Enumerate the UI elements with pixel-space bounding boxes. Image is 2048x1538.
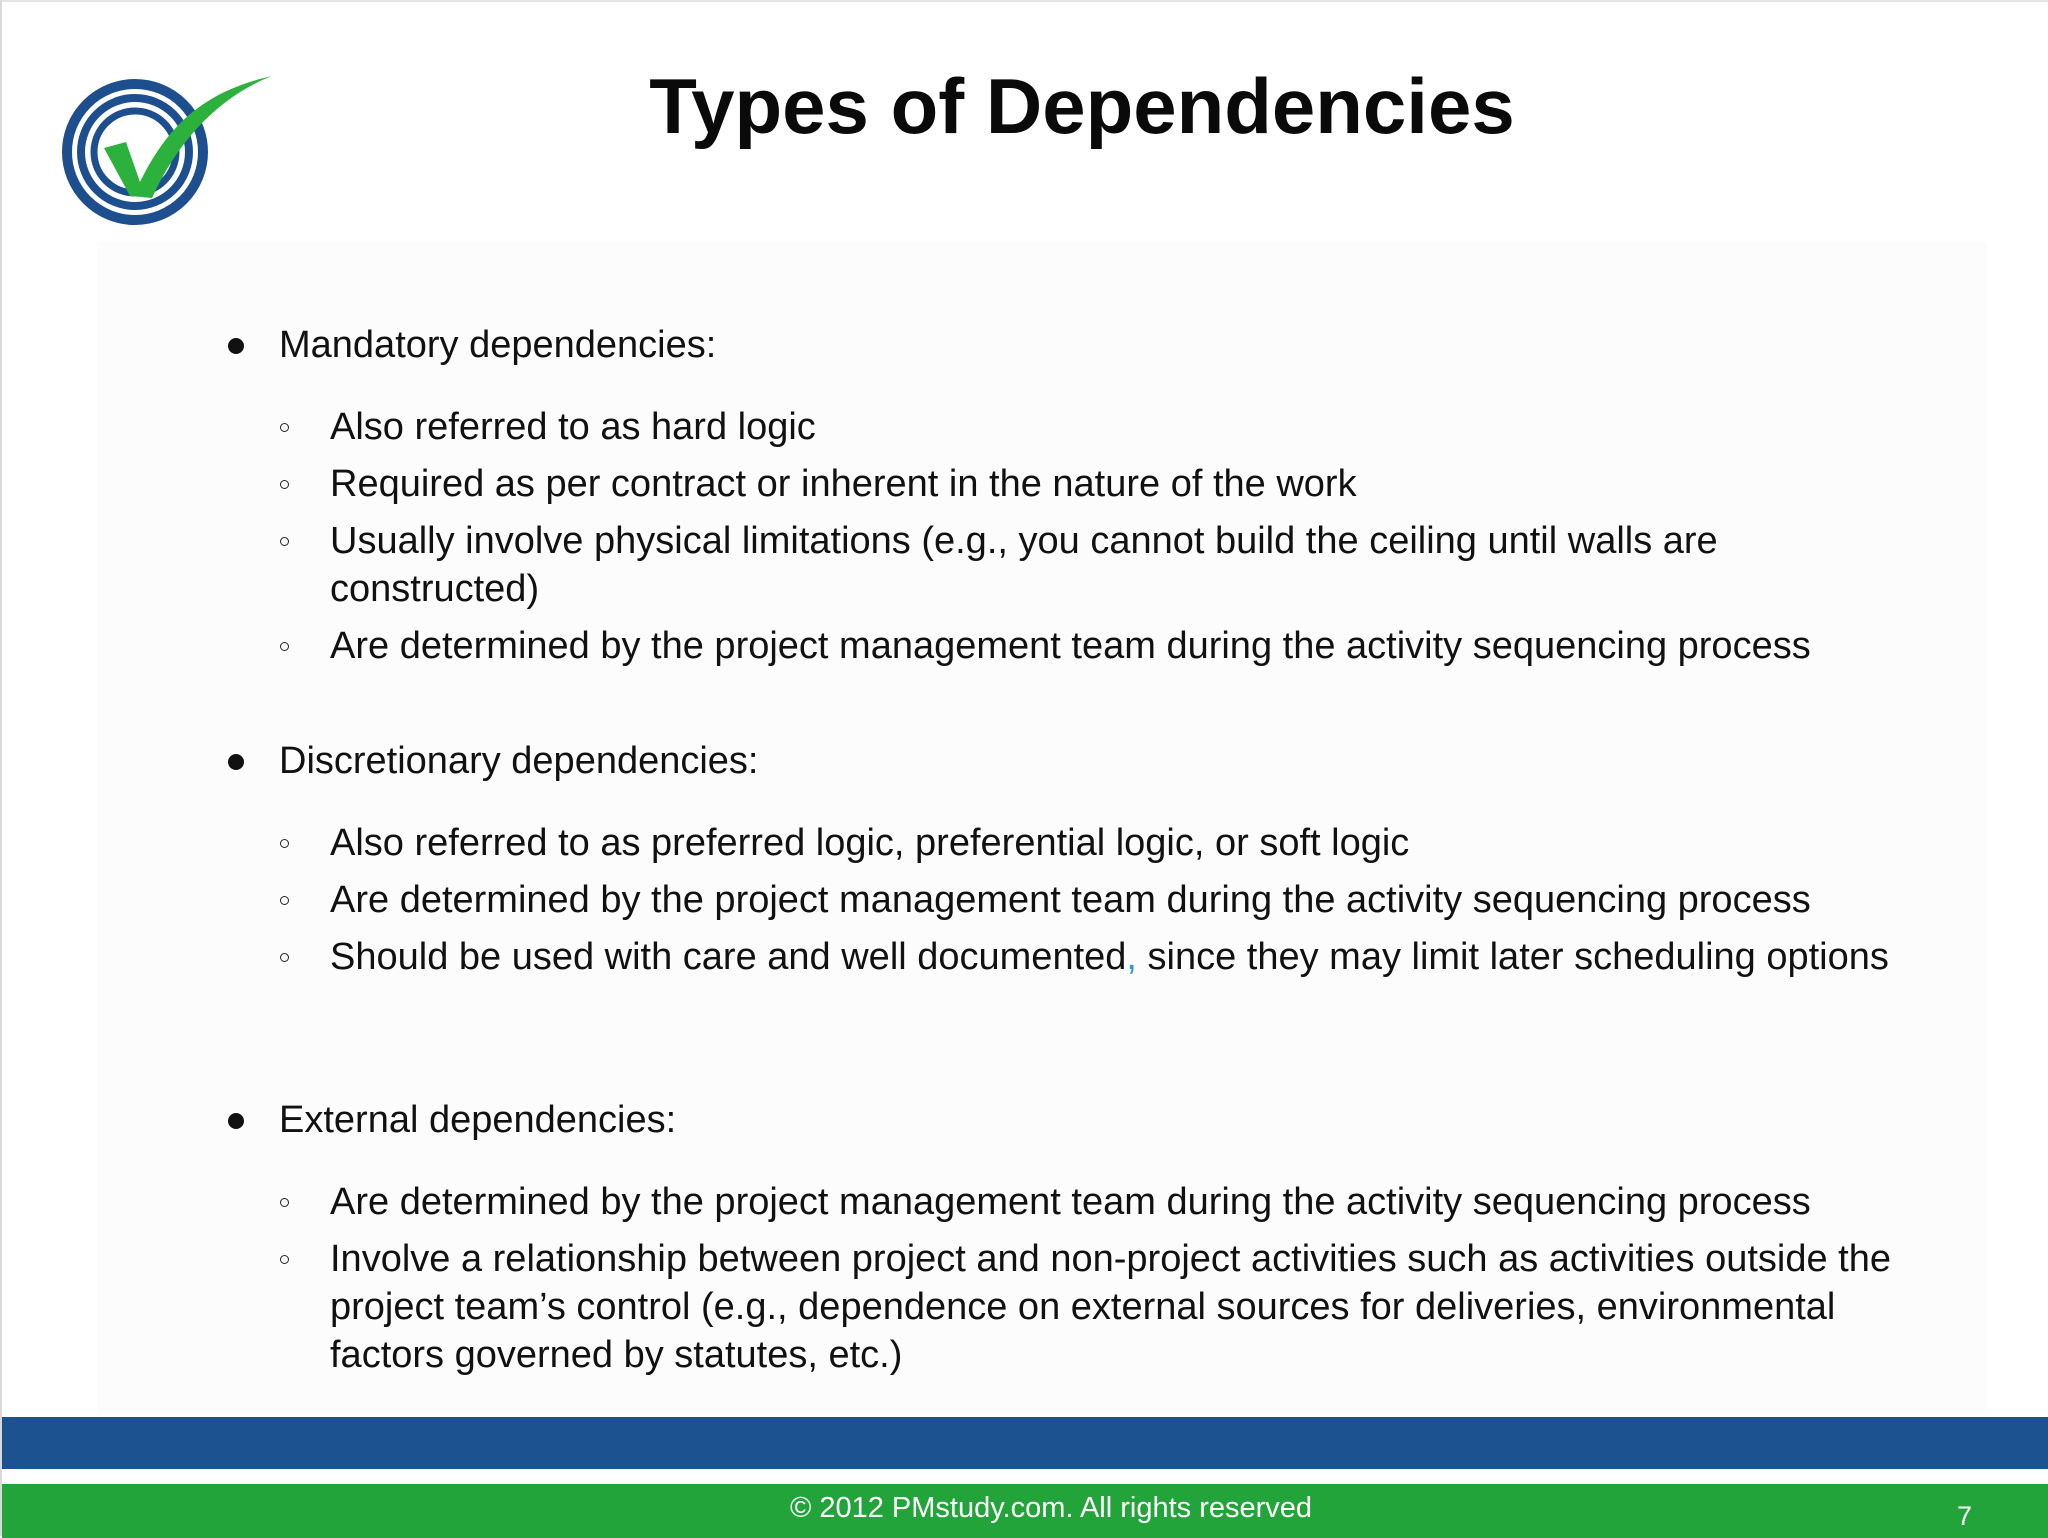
list-item-text: Are determined by the project management team during the activity sequencing process (330, 879, 1811, 921)
bullet-circle-icon (280, 537, 289, 546)
list-item-text: Also referred to as hard logic (330, 406, 816, 448)
footer-copyright: © 2012 PMstudy.com. All rights reserved (789, 1492, 1313, 1524)
list-item-text: Should be used with care and well documented, since they may limit later scheduling options (330, 936, 1889, 978)
checkmark-logo-icon (60, 70, 275, 240)
list-item-text: Involve a relationship between project and non-project activities such as activities outside the project team’s control (e.g., dependence on external sources for deliveries, environmental factors governed by statutes, etc.) (330, 1238, 1891, 1376)
bullet-dot-icon (228, 1113, 244, 1129)
section-heading-text: Discretionary dependencies: (279, 740, 759, 782)
slide-title: Types of Dependencies (649, 62, 1515, 150)
bullet-dot-icon (228, 338, 244, 354)
footer-divider (2, 1469, 2048, 1484)
bullet-circle-icon (280, 423, 289, 432)
list-item-text: Usually involve physical limitations (e.g., you cannot build the ceiling until walls are constructed) (330, 520, 1718, 610)
list-item-text: Also referred to as preferred logic, preferential logic, or soft logic (330, 822, 1410, 864)
accent-comma: , (1126, 936, 1137, 978)
bullet-circle-icon (280, 642, 289, 651)
bullet-dot-icon (228, 754, 244, 770)
list-item-text: Are determined by the project management team during the activity sequencing process (330, 625, 1811, 667)
bullet-circle-icon (280, 839, 289, 848)
footer-blue-band (2, 1417, 2048, 1469)
section-heading-text: External dependencies: (279, 1099, 677, 1141)
section-heading-text: Mandatory dependencies: (279, 324, 717, 366)
page-number: 7 (1956, 1501, 1972, 1531)
bullet-circle-icon (280, 1255, 289, 1264)
bullet-circle-icon (280, 953, 289, 962)
list-item-text: Are determined by the project management team during the activity sequencing process (330, 1181, 1811, 1223)
bullet-circle-icon (280, 1198, 289, 1207)
list-item-text: Required as per contract or inherent in the nature of the work (330, 463, 1357, 505)
bullet-circle-icon (280, 896, 289, 905)
bullet-circle-icon (280, 480, 289, 489)
